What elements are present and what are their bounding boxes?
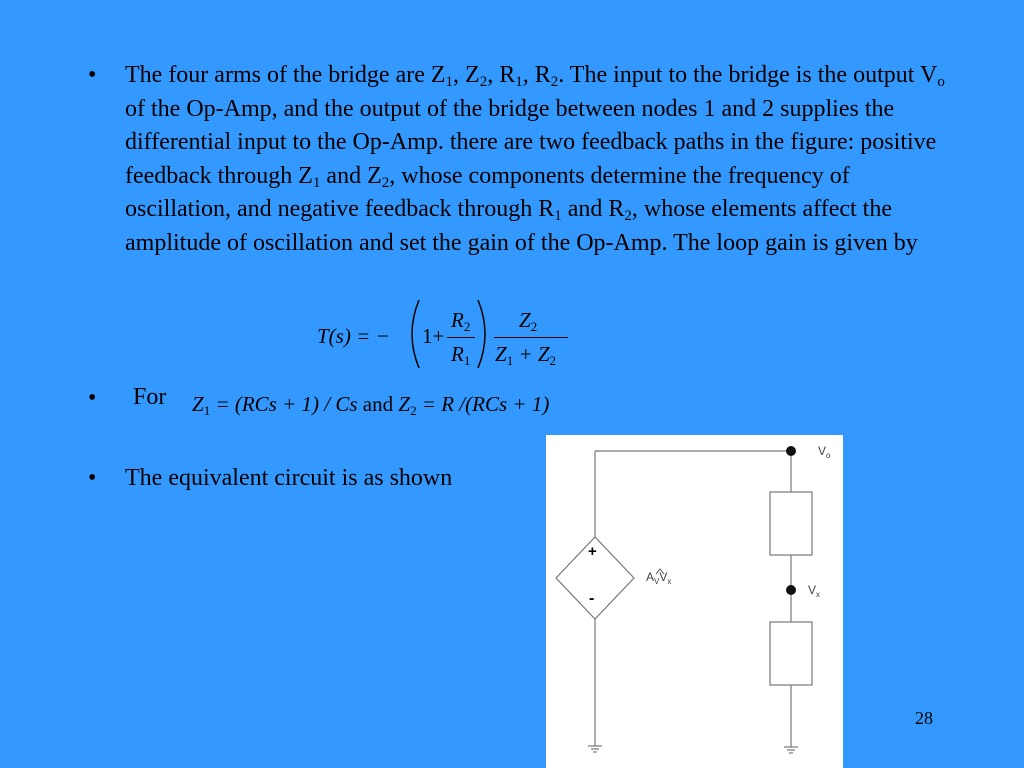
z2-sub: 2	[410, 403, 417, 418]
r-num-text: R	[451, 308, 464, 332]
z-fraction-line	[494, 337, 568, 338]
source-label-v: V	[659, 570, 668, 584]
bullet-3-text: The equivalent circuit is as shown	[125, 465, 453, 491]
vo-label-sub: o	[826, 451, 831, 460]
bullet-2-text: For	[133, 384, 167, 410]
bullet-1-text	[125, 59, 945, 260]
vx-label-sub: x	[816, 590, 821, 599]
big-left-paren	[403, 298, 423, 370]
p1-t3: , R	[487, 62, 516, 88]
p1-s8: 1	[554, 208, 562, 224]
z-den-a: Z	[495, 342, 507, 366]
bullet-2-dot: •	[88, 385, 97, 411]
p1-s6: 1	[312, 174, 321, 191]
source-label-a: A	[646, 570, 655, 584]
p1-t4: , R	[522, 62, 551, 88]
p1-t10: , whose elements affect the amplitude of oscillation and set the gain of the Op-Amp. The loop gain is given by	[125, 196, 918, 256]
formula-r-num	[451, 308, 470, 333]
lower-resistor	[770, 622, 812, 685]
page-number: 28	[915, 708, 933, 728]
z1-expr: = (RCs + 1) / Cs	[210, 392, 358, 416]
r-den-text: R	[451, 342, 464, 366]
vo-label	[818, 444, 830, 458]
formula-lhs-text: T(s) = −	[317, 324, 390, 348]
p1-s5: o	[937, 74, 945, 90]
p1-t5: . The input to the bridge is the output V	[558, 62, 938, 88]
p1-t6: of the Op-Amp, and the output of the bridge between nodes 1 and 2 supplies the differential input to the Op-Amp. there are two feedback paths in the figure: positive feedback through Z	[125, 95, 937, 189]
source-label-sub-v: V	[654, 577, 660, 586]
p1-s9: 2	[624, 208, 632, 224]
big-right-paren	[474, 298, 494, 370]
r-fraction-line	[447, 337, 475, 338]
formula-one-plus: 1+	[422, 324, 445, 348]
p1-t1: The four arms of the bridge are Z	[125, 62, 446, 88]
z2-expr: = R /(RCs + 1)	[416, 392, 550, 416]
p1-t7: and Z	[320, 162, 382, 189]
z1-text: Z	[192, 392, 204, 416]
formula-z-den	[495, 342, 556, 367]
p1-s7: 2	[381, 174, 390, 191]
p1-s3: 1	[515, 74, 523, 90]
bullet-3-dot: •	[88, 465, 97, 491]
formula-z-num	[519, 308, 537, 333]
r-num-sub: 2	[463, 319, 471, 334]
vx-label	[808, 583, 820, 597]
source-minus: -	[589, 590, 595, 607]
p1-t2: , Z	[453, 62, 480, 88]
circuit-diagram	[546, 435, 843, 768]
source-label	[646, 570, 671, 584]
p1-s4: 2	[550, 74, 559, 90]
z-den-b-sub: 2	[549, 353, 557, 368]
bullet-1-dot: •	[88, 62, 97, 88]
z-den-a-sub: 1	[506, 353, 514, 368]
vx-label-v: V	[808, 583, 817, 597]
source-label-sub-x: x	[667, 577, 672, 586]
node-vo	[786, 446, 796, 456]
z-and: and	[357, 392, 399, 416]
r-den-sub: 1	[463, 353, 471, 368]
upper-resistor	[770, 492, 812, 555]
formula-r-den	[451, 342, 470, 367]
p1-t8: , whose components determine the frequency of oscillation, and negative feedback through R	[125, 162, 850, 222]
p1-s1: 1	[445, 74, 454, 90]
node-vx	[786, 585, 796, 595]
z-num-text: Z	[519, 308, 531, 332]
z-formula	[192, 392, 549, 417]
z2-text: Z	[398, 392, 411, 416]
source-plus: +	[588, 543, 597, 560]
vo-label-v: V	[818, 444, 827, 458]
z-num-sub: 2	[530, 319, 538, 334]
p1-s2: 2	[479, 74, 488, 90]
p1-t9: and R	[561, 196, 625, 222]
formula-lhs	[317, 324, 390, 349]
z1-sub: 1	[203, 403, 211, 418]
z-den-plus: + Z	[513, 342, 550, 366]
